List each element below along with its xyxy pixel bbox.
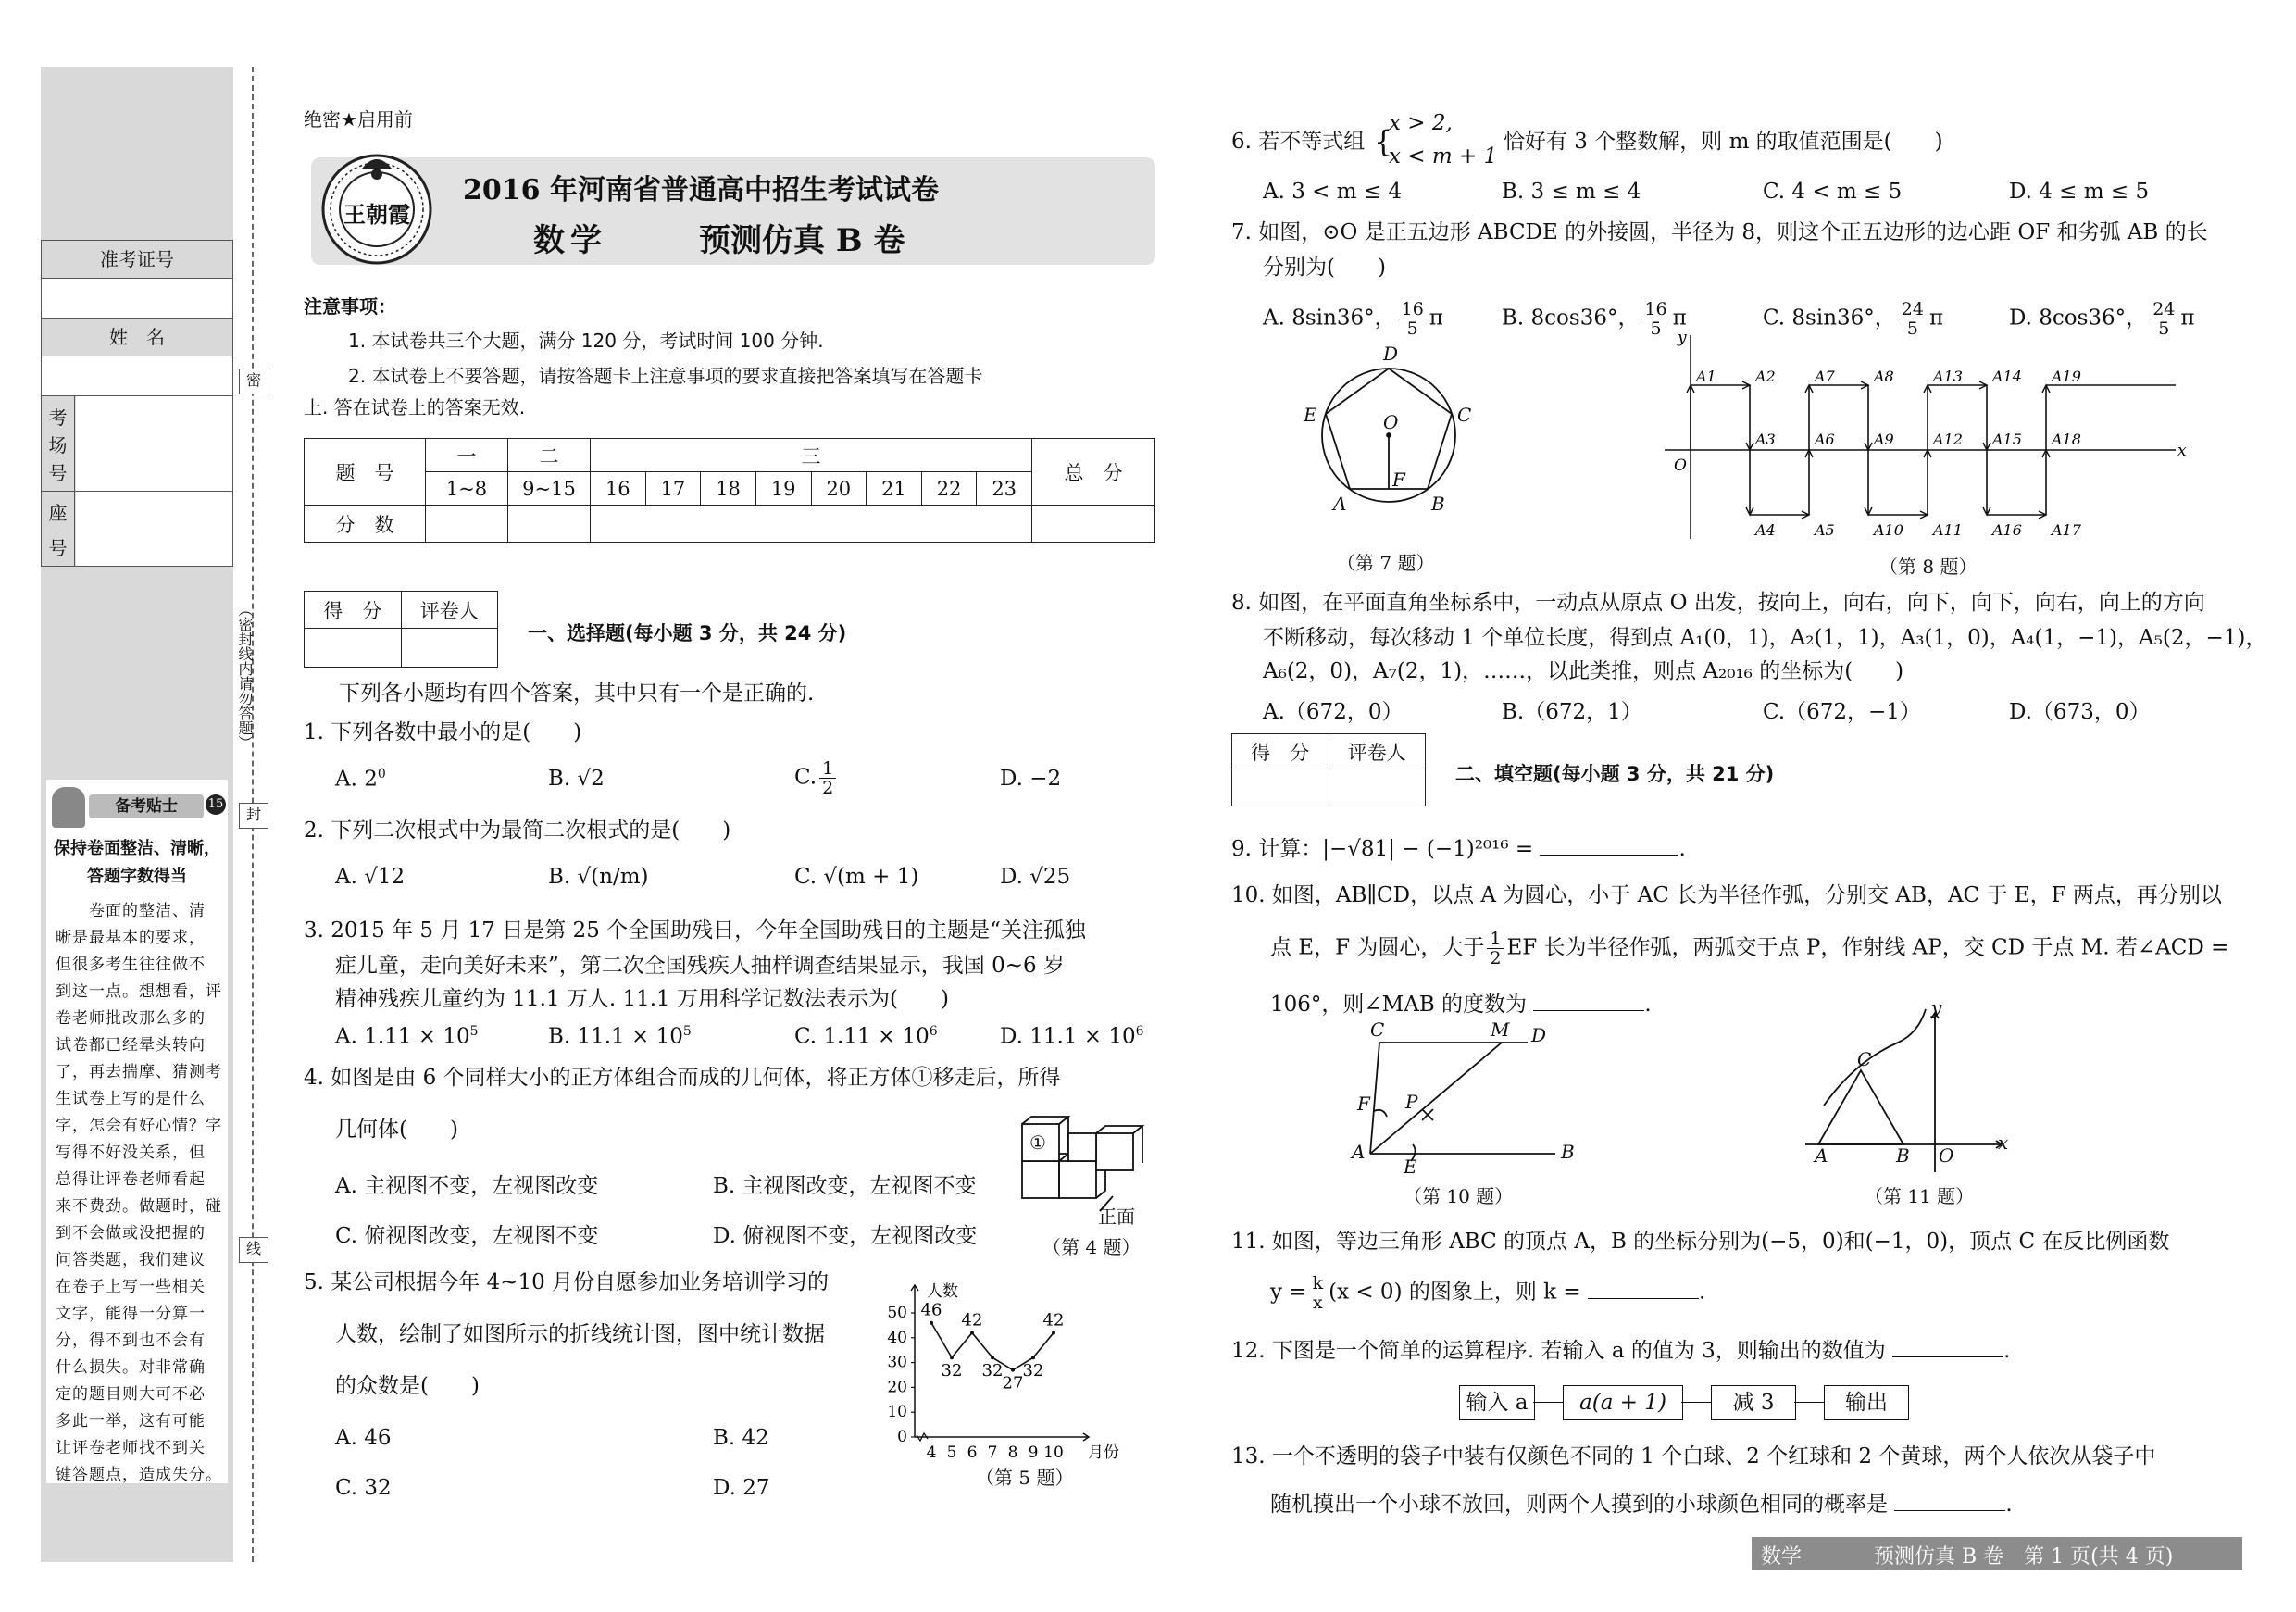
section-1-title: 一、选择题(每小题 3 分，共 24 分)	[528, 622, 847, 644]
q2-option-d[interactable]: D. √25	[1000, 865, 1071, 889]
q10-answer-blank[interactable]	[1533, 1010, 1644, 1011]
q6-stem-b: 恰好有 3 个整数解，则 m 的取值范围是( )	[1504, 130, 1943, 154]
data-label: 32	[981, 1361, 1004, 1381]
q3-line-2: 症儿童，走向美好未来”，第二次全国残疾人抽样调查结果显示，我国 0~6 岁	[335, 954, 1065, 978]
seal-notice: （密封线内请勿答题）	[236, 602, 254, 750]
q4-option-b[interactable]: B. 主视图改变，左视图不变	[713, 1174, 977, 1198]
q11-triangle-figure: y C A B O x	[1815, 996, 2009, 1167]
tip-heading: 保持卷面整洁、清晰，答题字数得当	[54, 839, 220, 886]
score-cell[interactable]	[426, 506, 508, 543]
q8-line-1: 8. 如图，在平面直角坐标系中，一动点从原点 O 出发，按向上，向右，向下，向下，向右，向上的方向	[1231, 591, 2205, 615]
point-label: A3	[1755, 431, 1776, 448]
notes-line-1: 1. 本试卷共三个大题，满分 120 分，考试时间 100 分钟.	[348, 330, 824, 352]
q11-answer-blank[interactable]	[1588, 1298, 1699, 1299]
flow-box-input: 输入 a	[1459, 1385, 1535, 1420]
flow-arrow	[1681, 1402, 1711, 1403]
axis-break	[917, 1433, 928, 1441]
q5-option-b[interactable]: B. 42	[713, 1426, 769, 1450]
q5-line-1: 5. 某公司根据今年 4~10 月份自愿参加业务培训学习的	[304, 1270, 830, 1294]
q7-figure-label: （第 7 题）	[1337, 552, 1435, 574]
point-label: A4	[1755, 521, 1776, 539]
notes-line-2: 2. 本试卷上不要答题，请按答题卡上注意事项的要求直接把答案填写在答题卡	[348, 365, 983, 387]
q2-option-c[interactable]: C. √(m + 1)	[794, 865, 919, 889]
q12-stem: 12. 下图是一个简单的运算程序. 若输入 a 的值为 3，则输出的数值为 .	[1231, 1339, 2011, 1363]
y-tick-label: 0	[897, 1428, 907, 1446]
q6-option-c[interactable]: C. 4 < m ≤ 5	[1763, 180, 1903, 204]
q8-option-c[interactable]: C.（672，−1）	[1763, 700, 1921, 724]
q5-line-3: 的众数是( )	[335, 1374, 480, 1398]
q7-line-2: 分别为( )	[1263, 256, 1386, 280]
q4-front-label: 正面	[1098, 1206, 1135, 1228]
q4-figure-label: （第 4 题）	[1042, 1236, 1141, 1258]
q13-answer-blank[interactable]	[1894, 1510, 2005, 1511]
data-label: 42	[961, 1310, 983, 1331]
q3-line-1: 3. 2015 年 5 月 17 日是第 25 个全国助残日，今年全国助残日的主题是“关注孤独	[304, 918, 1086, 943]
q6-brace: {	[1374, 124, 1393, 159]
score-row-label: 分 数	[305, 506, 426, 543]
point-label: A15	[1992, 431, 2022, 448]
flow-arrow	[1794, 1402, 1824, 1403]
q6-system-2: x < m + 1	[1389, 144, 1498, 169]
q10-figure-label: （第 10 题）	[1404, 1185, 1514, 1207]
q3-option-b[interactable]: B. $11.1 \times 10^5$	[548, 1024, 692, 1049]
point-label: A5	[1815, 521, 1835, 539]
point-label: A16	[1992, 521, 2022, 539]
q10-construction-figure: C M D F P A E B	[1352, 1018, 1575, 1178]
q9-stem: 9. 计算：|−√81| − (−1)²⁰¹⁶ = .	[1231, 837, 1686, 861]
q6-stem-a: 6. 若不等式组	[1231, 130, 1366, 154]
q1-option-d[interactable]: D. −2	[1000, 767, 1062, 791]
q8-option-d[interactable]: D.（673，0）	[2009, 700, 2151, 724]
q11-figure-label: （第 11 题）	[1865, 1185, 1975, 1207]
q6-option-a[interactable]: A. 3 < m ≤ 4	[1263, 180, 1403, 204]
seal-mark-mi: 密	[239, 369, 268, 394]
point-label: A18	[2052, 431, 2081, 448]
flow-box-compute: a(a + 1)	[1563, 1385, 1683, 1420]
q7-line-1: 7. 如图，⊙O 是正五边形 ABCDE 的外接圆，半径为 8，则这个正五边形的边心距 OF 和劣弧 AB 的长	[1231, 220, 2208, 244]
point-label: A6	[1815, 431, 1835, 448]
q1-option-a[interactable]: A. $2^0$	[335, 767, 386, 792]
q13-line-1: 13. 一个不透明的袋子中装有仅颜色不同的 1 个白球、2 个红球和 2 个黄球，两个人依次从袋子中	[1231, 1444, 2156, 1468]
q1-option-c[interactable]: C. $\frac{1}{2}$	[794, 759, 839, 797]
q5-option-d[interactable]: D. 27	[713, 1476, 770, 1500]
exam-tip-box	[46, 780, 228, 1483]
q4-line-1: 4. 如图是由 6 个同样大小的正方体组合而成的几何体，将正方体①移走后，所得	[304, 1066, 1061, 1090]
x-tick-label: 5	[946, 1443, 957, 1462]
y-tick-label: 40	[887, 1328, 907, 1347]
q10-line-1: 10. 如图，AB∥CD，以点 A 为圆心，小于 AC 长为半径作弧，分别交 AB，AC 于 E，F 两点，再分别以	[1231, 883, 2222, 907]
grader-box-2: 得 分 评卷人	[1231, 733, 1426, 806]
flow-box-subtract: 减 3	[1711, 1385, 1796, 1420]
q10-line-3: 106°，则∠MAB 的度数为 .	[1270, 993, 1652, 1017]
cube-1-label: ①	[1029, 1131, 1046, 1154]
point-label: A2	[1755, 368, 1776, 385]
flow-box-output: 输出	[1824, 1385, 1909, 1420]
publisher-logo	[320, 141, 433, 278]
point-label: A10	[1874, 521, 1903, 539]
score-table: 题 号 一 二 三 总 分 1~8 9~15 16 17 18 19 20 21 22 23 分 数	[304, 438, 1155, 543]
q7-option-d[interactable]: D. 8cos36°， $\frac{24}{5}$ π	[2009, 299, 2195, 339]
data-point	[970, 1331, 974, 1334]
data-point	[930, 1321, 933, 1325]
x-tick-label: 8	[1007, 1443, 1018, 1462]
tip-body: 卷面的整洁、清 晰是最基本的要求， 但很多考生往往做不 到这一点。想想看，评 卷老师批改那么多的 试卷都已经晕头转向 了，再去揣摩、猜测考 生试卷上写的是什么 字，怎会有好心情？字 写得不好没关系，但 总得让评卷老师看起 来不费劲。做题时，碰 到不会做或没把握的 问答类题，我们建议 在卷子上写一些相关 文字，能得一分算一 分，得不到也不会有 什么损失。对非常确 定的题目则大可不必 多此一举，这有可能 让评卷老师找不到关 键答题点，造成失分。	[56, 902, 222, 1484]
q11-line-1: 11. 如图，等边三角形 ABC 的顶点 A，B 的坐标分别为(−5，0)和(−1，0)，顶点 C 在反比例函数	[1231, 1230, 2170, 1254]
name-label: 姓 名	[41, 318, 233, 356]
point-label: A11	[1933, 521, 1963, 539]
point-label: A1	[1696, 368, 1716, 385]
y-tick-label: 50	[887, 1304, 907, 1322]
x-tick-label: 9	[1028, 1443, 1039, 1462]
exam-title: 2016 年河南省普通高中招生考试试卷	[463, 174, 939, 206]
name-field[interactable]	[41, 356, 233, 396]
q11-line-2: y = $\frac{k}{x}$ (x < 0) 的图象上，则 k = .	[1270, 1273, 1706, 1313]
point-label: A14	[1992, 368, 2022, 385]
question-no-header: 题 号	[305, 439, 426, 506]
q12-flowchart	[1459, 1385, 1913, 1422]
q3-option-d[interactable]: D. $11.1 \times 10^6$	[1000, 1024, 1144, 1049]
q8-option-b[interactable]: B.（672，1）	[1502, 700, 1642, 724]
notes-line-3: 上. 答在试卷上的答案无效.	[304, 396, 526, 419]
data-label: 46	[920, 1300, 942, 1320]
section-2-title: 二、填空题(每小题 3 分，共 21 分)	[1455, 763, 1775, 785]
q4-option-d[interactable]: D. 俯视图不变，左视图改变	[713, 1224, 978, 1248]
q8-path-figure	[1657, 330, 2185, 543]
q7-option-a[interactable]: A. 8sin36°， $\frac{16}{5}$ π	[1263, 299, 1443, 339]
data-point	[950, 1356, 954, 1359]
q5-line-chart	[874, 1280, 1142, 1461]
q8-figure-label: （第 8 题）	[1879, 556, 1978, 578]
q7-option-b[interactable]: B. 8cos36°， $\frac{16}{5}$ π	[1502, 299, 1687, 339]
data-point	[991, 1356, 994, 1359]
point-label: A7	[1815, 368, 1835, 385]
data-point	[1052, 1331, 1055, 1334]
flow-arrow	[1533, 1402, 1563, 1403]
subject-title: 数学	[533, 222, 607, 259]
y-tick-label: 10	[887, 1403, 907, 1422]
y-tick-label: 30	[887, 1353, 907, 1372]
q13-line-2: 随机摸出一个小球不放回，则两个人摸到的小球颜色相同的概率是 .	[1270, 1493, 2013, 1517]
q3-line-3: 精神残疾儿童约为 11.1 万人. 11.1 万用科学记数法表示为( )	[335, 987, 949, 1011]
score-cell[interactable]	[508, 506, 591, 543]
point-label: A12	[1933, 431, 1963, 448]
seal-mark-feng: 封	[239, 803, 268, 829]
origin-label: O	[1674, 456, 1687, 475]
q5-figure-label: （第 5 题）	[976, 1467, 1074, 1489]
q2-stem: 2. 下列二次根式中为最简二次根式的是( )	[304, 818, 731, 843]
seat-field[interactable]: 座 号	[41, 491, 233, 567]
footer-page-number: 预测仿真 B 卷 第 1 页(共 4 页)	[1874, 1545, 2174, 1568]
q4-option-c[interactable]: C. 俯视图改变，左视图不变	[335, 1224, 599, 1248]
x-tick-label: 10	[1043, 1443, 1064, 1462]
q6-option-d[interactable]: D. 4 ≤ m ≤ 5	[2009, 180, 2150, 204]
q2-option-b[interactable]: B. √(n/m)	[548, 865, 649, 889]
data-point	[1011, 1368, 1015, 1372]
x-axis-label: 月份	[1088, 1443, 1119, 1462]
q3-option-a[interactable]: A. $1.11 \times 10^5$	[335, 1024, 479, 1049]
q4-option-a[interactable]: A. 主视图不变，左视图改变	[335, 1174, 599, 1198]
point-label: A19	[2052, 368, 2081, 385]
grader-box-1: 得 分 评卷人	[304, 591, 498, 668]
variant-title: 预测仿真 B 卷	[699, 222, 905, 259]
q5-option-c[interactable]: C. 32	[335, 1476, 392, 1500]
footer-bar	[1752, 1537, 2242, 1570]
notes-title: 注意事项：	[304, 295, 396, 318]
data-point	[1031, 1356, 1035, 1359]
secret-mark: 绝密★启用前	[304, 108, 413, 131]
y-axis-label: y	[1678, 329, 1687, 347]
y-axis-label: 人数	[927, 1282, 958, 1301]
point-label: A8	[1874, 368, 1894, 385]
q10-line-2: 点 E，F 为圆心，大于 $\frac{1}{2}$ EF 长为半径作弧，两弧交于点 P，作射线 AP，交 CD 于点 M. 若∠ACD =	[1270, 929, 2229, 968]
total-score-cell[interactable]	[1032, 506, 1155, 543]
q5-option-a[interactable]: A. 46	[335, 1426, 392, 1450]
data-label: 27	[1002, 1373, 1024, 1393]
q8-line-3: A₆(2，0)，A₇(2，1)，……，以此类推，则点 A₂₀₁₆ 的坐标为( )	[1263, 659, 1904, 683]
q12-answer-blank[interactable]	[1892, 1356, 2003, 1357]
y-tick-label: 20	[887, 1378, 907, 1397]
total-header: 总 分	[1032, 439, 1155, 506]
q1-stem: 1. 下列各数中最小的是( )	[304, 720, 582, 744]
x-tick-label: 7	[987, 1443, 998, 1462]
q9-answer-blank[interactable]	[1540, 855, 1678, 856]
exam-id-field[interactable]	[41, 278, 233, 319]
q1-option-b[interactable]: B. √2	[548, 767, 605, 791]
q8-line-2: 不断移动，每次移动 1 个单位长度，得到点 A₁(0，1)，A₂(1，1)，A₃(1，0)，A₄(1，−1)，A₅(2，−1)，	[1263, 626, 2267, 650]
q6-option-b[interactable]: B. 3 ≤ m ≤ 4	[1502, 180, 1641, 204]
x-tick-label: 6	[967, 1443, 978, 1462]
q3-option-c[interactable]: C. $1.11 \times 10^6$	[794, 1024, 938, 1049]
cartoon-girl-icon	[52, 787, 85, 828]
point-label: A13	[1933, 368, 1963, 385]
section-1-intro: 下列各小题均有四个答案，其中只有一个是正确的.	[339, 681, 815, 706]
x-axis-label: x	[2177, 442, 2187, 460]
footer-subject: 数学	[1761, 1545, 1803, 1568]
q7-pentagon-figure: D E C O F A B	[1304, 343, 1472, 515]
logo-text: 王朝霞	[343, 201, 410, 228]
x-tick-label: 4	[926, 1443, 937, 1462]
room-field[interactable]: 考 场 号	[41, 395, 233, 492]
score-cells-section-3[interactable]	[591, 506, 1032, 543]
point-label: A17	[2052, 521, 2081, 539]
q5-line-2: 人数，绘制了如图所示的折线统计图，图中统计数据	[335, 1322, 825, 1346]
data-label: 32	[941, 1361, 963, 1381]
data-label: 32	[1022, 1361, 1044, 1381]
binding-margin	[41, 67, 233, 1562]
data-label: 42	[1042, 1310, 1065, 1331]
q8-option-a[interactable]: A.（672，0）	[1263, 700, 1404, 724]
seal-mark-xian: 线	[239, 1237, 268, 1263]
tip-number-badge: 15	[206, 794, 226, 815]
exam-id-label: 准考证号	[41, 240, 233, 279]
tip-title: 备考贴士	[89, 794, 204, 818]
point-label: A9	[1874, 431, 1894, 448]
q6-system-1: x > 2,	[1389, 111, 1453, 135]
q4-line-2: 几何体( )	[335, 1118, 458, 1142]
q7-option-c[interactable]: C. 8sin36°， $\frac{24}{5}$ π	[1763, 299, 1944, 339]
q2-option-a[interactable]: A. √12	[335, 865, 406, 889]
